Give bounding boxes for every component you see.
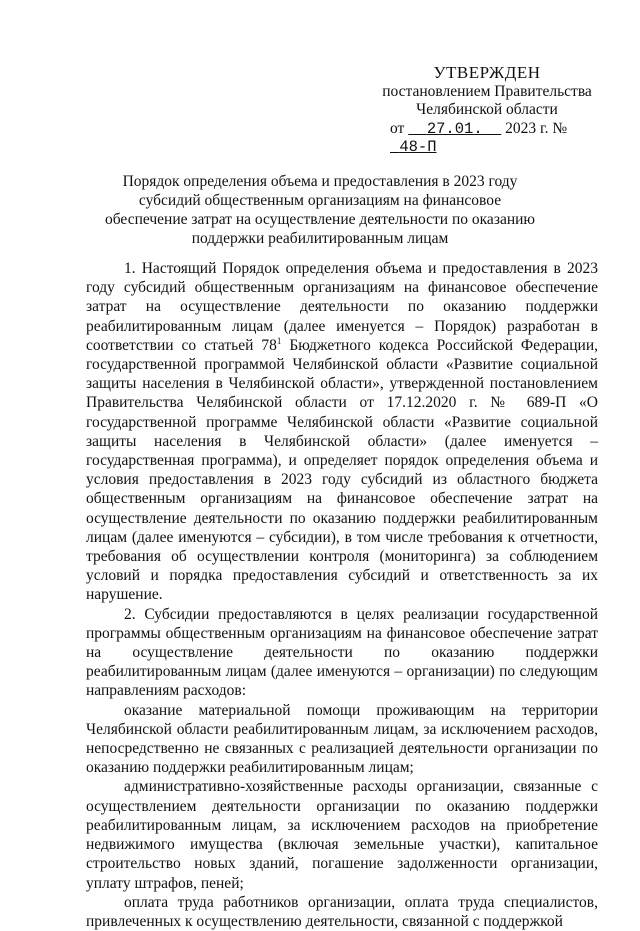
document-title: Порядок определения объема и предоставления в 2023 году субсидий общественным организациям на финансовое обеспечение затрат на осуществление деятельности по оказанию поддержки реабилитированным лицам: [105, 173, 535, 247]
paragraph-5: оплата труда работников организации, оплата труда специалистов, привлеченных к осуществлению деятельности, связанной с поддержкой: [86, 893, 598, 930]
paragraph-2: 2. Субсидии предоставляются в целях реализации государственной программы общественным организациям на финансовое обеспечение затрат на осуществление деятельности по оказанию поддержки реабилитированным лицам (далее именуются – организации) по следующим направлениям расходов:: [86, 605, 598, 700]
date-prefix: от: [390, 119, 405, 137]
approval-number: 48-П: [399, 138, 437, 156]
approval-date: 27.01.: [426, 119, 483, 138]
approval-date-line: [382, 120, 592, 157]
approval-stamp: [382, 64, 592, 157]
paragraph-4: административно-хозяйственные расходы организации, связанные с осуществлением деятельности организации по оказанию поддержки реабилитированным лицам, за исключением расходов на приобретение недвижимого имущества (включая земельные участки), капитальное строительство новых зданий, погашение задолженности организации, уплату штрафов, пеней;: [86, 778, 598, 892]
document-body: [86, 259, 598, 931]
approval-year: 2023 г.: [505, 119, 549, 137]
paragraph-1: 1. Настоящий Порядок определения объема и предоставления в 2023 году субсидий общественным организациям на финансовое обеспечение затрат на осуществление деятельности по оказанию поддержки реабилитированным лицам (далее именуется – Порядок) разработан в соответствии со статьей $78^1$ Бюджетного кодекса Российской Федерации, государственной программой Челябинской области «Развитие социальной защиты населения в Челябинской области», утвержденной постановлением Правительства Челябинской области от 17.12.2020 г. № 689-П «О государственной программе Челябинской области «Развитие социальной защиты населения в Челябинской области» (далее именуется – государственная программа), и определяет порядок определения объема и условия предоставления в 2023 году субсидий из областного бюджета общественным организациям на финансовое обеспечение затрат на осуществление деятельности по оказанию поддержки реабилитированным лицам (далее именуются – субсидии), в том числе требования к отчетности, требования об осуществлении контроля (мониторинга) за соблюдением условий и порядка предоставления субсидий и ответственность за их нарушение.: [86, 260, 598, 604]
number-sign: №: [552, 119, 568, 137]
approval-line-1: постановлением Правительства: [382, 82, 592, 100]
article-superscript: 1: [276, 335, 282, 346]
approval-heading: УТВЕРЖДЕН: [433, 63, 541, 82]
paragraph-3: оказание материальной помощи проживающим на территории Челябинской области реабилитированным лицам, за исключением расходов, непосредственно не связанных с реализацией деятельности организации по оказанию поддержки реабилитированным лицам;: [86, 701, 598, 777]
approval-line-2: Челябинской области: [416, 101, 558, 118]
